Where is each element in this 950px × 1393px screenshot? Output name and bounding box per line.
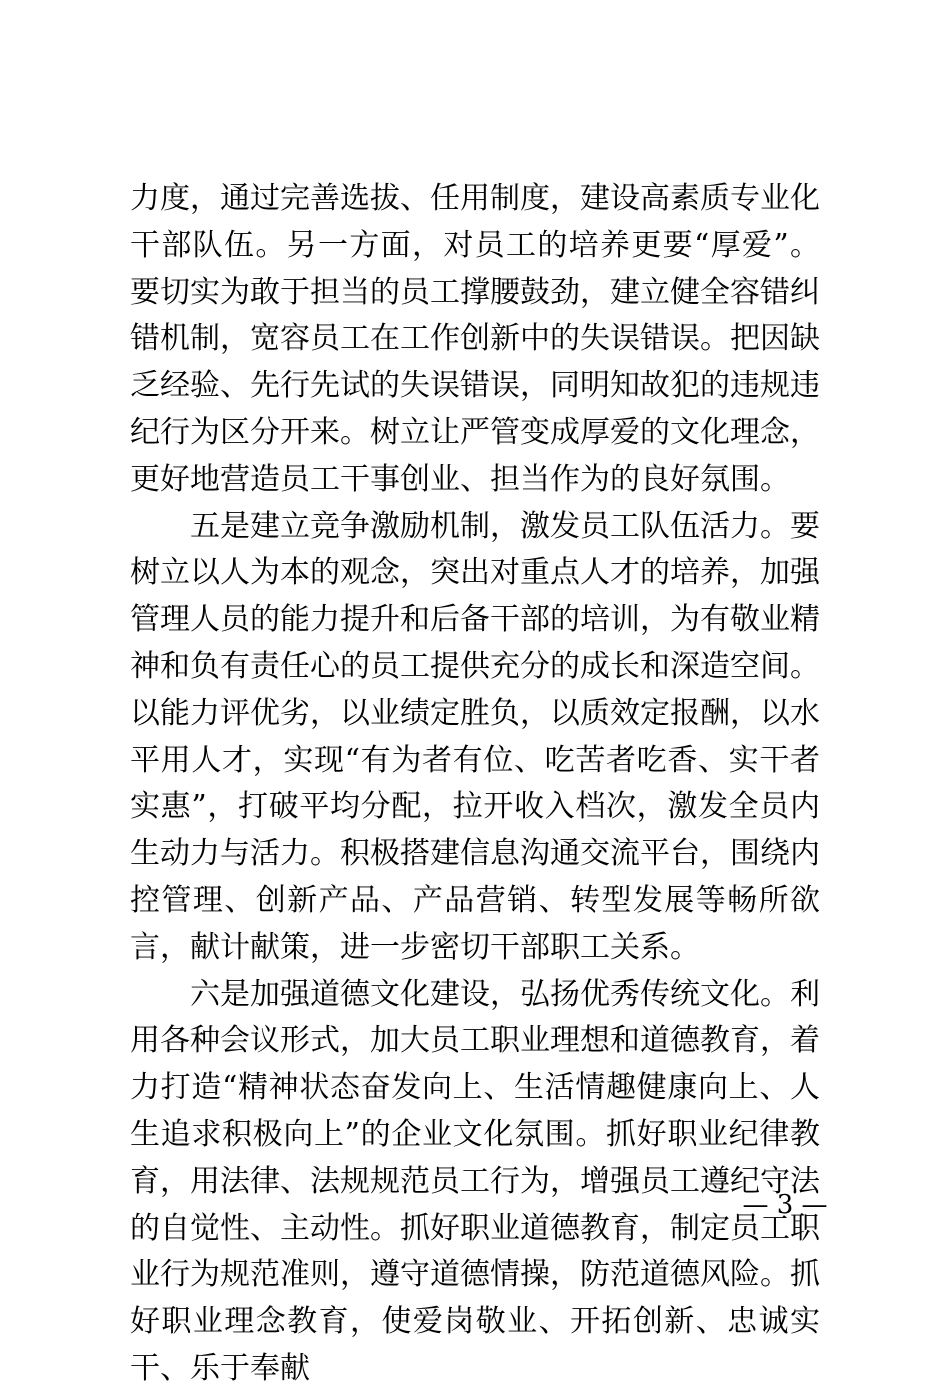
paragraph-3: 六是加强道德文化建设，弘扬优秀传统文化。利用各种会议形式，加大员工职业理想和道德教育，着力打造“精神状态奋发向上、生活情趣健康向上、人生追求积极向上”的企业文化氛围。抓好职业纪律教育，用法律、法规规范员工行为，增强员工遵纪守法的自觉性、主动性。抓好职业道德教育，制定员工职业行为规范准则，遵守道德情操，防范道德风险。抓好职业理念教育，使爱岗敬业、开拓创新、忠诚实干、乐于奉献	[130, 976, 820, 1386]
page-number: — 3 —	[742, 1190, 828, 1220]
paragraph-2: 五是建立竞争激励机制，激发员工队伍活力。要树立以人为本的观念，突出对重点人才的培养，加强管理人员的能力提升和后备干部的培训，为有敬业精神和负有责任心的员工提供充分的成长和深造空间。以能力评优劣，以业绩定胜负，以质效定报酬，以水平用人才，实现“有为者有位、吃苦者吃香、实干者实惠”，打破平均分配，拉开收入档次，激发全员内生动力与活力。积极搭建信息沟通交流平台，围绕内控管理、创新产品、产品营销、转型发展等畅所欲言，献计献策，进一步密切干部职工关系。	[130, 508, 820, 965]
body-text	[130, 176, 820, 1393]
paragraph-1: 力度，通过完善选拔、任用制度，建设高素质专业化干部队伍。另一方面，对员工的培养更要“厚爱”。要切实为敢于担当的员工撑腰鼓劲，建立健全容错纠错机制，宽容员工在工作创新中的失误错误。把因缺乏经验、先行先试的失误错误，同明知故犯的违规违纪行为区分开来。树立让严管变成厚爱的文化理念，更好地营造员工干事创业、担当作为的良好氛围。	[130, 181, 820, 497]
